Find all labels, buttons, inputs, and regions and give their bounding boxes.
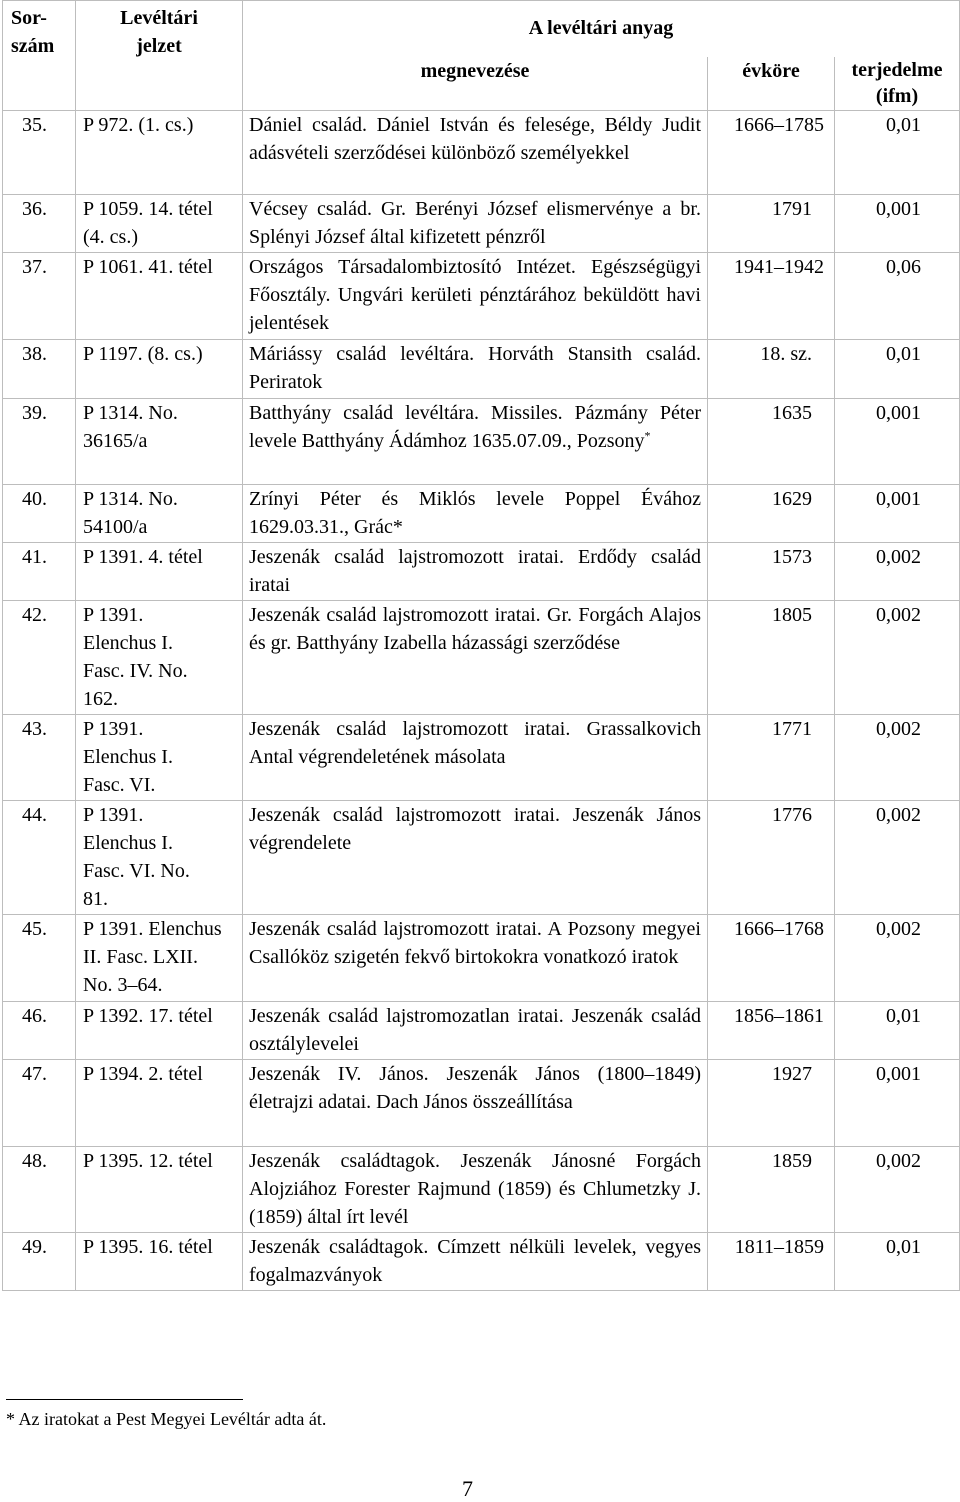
row-description: Jeszenák IV. János. Jeszenák János (1800–1849) életrajzi adatai. Dach János összeállítása	[243, 1060, 708, 1147]
table-row	[3, 1002, 960, 1060]
table-row	[3, 1147, 960, 1233]
header-megnevezese: megnevezése	[243, 57, 708, 111]
row-number: 49.	[3, 1233, 76, 1291]
row-jelzet: P 972. (1. cs.)	[76, 111, 243, 195]
row-description: Batthyány család levéltára. Missiles. Pázmány Péter levele Batthyány Ádámhoz 1635.07.09., Pozsony*	[243, 399, 708, 485]
table-row	[3, 195, 960, 253]
row-size: 0,002	[835, 915, 960, 1002]
footnote-marker: *	[392, 516, 403, 538]
row-number: 48.	[3, 1147, 76, 1233]
row-jelzet: P 1395. 16. tétel	[76, 1233, 243, 1291]
row-jelzet: P 1061. 41. tétel	[76, 253, 243, 340]
row-number: 41.	[3, 543, 76, 601]
row-size: 0,002	[835, 543, 960, 601]
row-size: 0,002	[835, 801, 960, 915]
row-years: 1859	[708, 1147, 835, 1233]
row-jelzet: P 1394. 2. tétel	[76, 1060, 243, 1147]
row-description: Jeszenák család lajstromozott iratai. Erdődy család iratai	[243, 543, 708, 601]
row-description: Jeszenák család lajstromozott iratai. Jeszenák János végrendelete	[243, 801, 708, 915]
row-description: Zrínyi Péter és Miklós levele Poppel Évához 1629.03.31., Grác*	[243, 485, 708, 543]
row-size: 0,01	[835, 111, 960, 195]
row-jelzet: P 1391. 4. tétel	[76, 543, 243, 601]
header-group-title: A levéltári anyag	[243, 1, 960, 57]
row-description: Jeszenák család lajstromozott iratai. Gr. Forgách Alajos és gr. Batthyány Izabella házassági szerződése	[243, 601, 708, 715]
table-row	[3, 399, 960, 485]
row-years: 1771	[708, 715, 835, 801]
row-number: 44.	[3, 801, 76, 915]
table-row	[3, 340, 960, 399]
row-size: 0,002	[835, 601, 960, 715]
table-header-row	[3, 1, 960, 57]
row-description: Jeszenák családtagok. Jeszenák Jánosné Forgách Alojziához Forester Rajmund (1859) és Chlumetzky J. (1859) által írt levél	[243, 1147, 708, 1233]
row-number: 43.	[3, 715, 76, 801]
archive-records-table	[2, 0, 960, 1291]
row-description: Jeszenák család lajstromozott iratai. A Pozsony megyei Csallóköz szigetén fekvő birtokokra vonatkozó iratok	[243, 915, 708, 1002]
row-jelzet: P 1391. Elenchus I. Fasc. VI. No. 81.	[76, 801, 243, 915]
footnote: * Az iratokat a Pest Megyei Levéltár adta át.	[6, 1409, 327, 1429]
table-row	[3, 801, 960, 915]
row-description: Jeszenák család lajstromozatlan iratai. Jeszenák család osztálylevelei	[243, 1002, 708, 1060]
row-size: 0,001	[835, 195, 960, 253]
table-row	[3, 715, 960, 801]
header-evkore: évköre	[708, 57, 835, 111]
row-years: 1776	[708, 801, 835, 915]
row-number: 36.	[3, 195, 76, 253]
row-jelzet: P 1391. Elenchus I. Fasc. IV. No. 162.	[76, 601, 243, 715]
row-jelzet: P 1391. Elenchus II. Fasc. LXII. No. 3–64.	[76, 915, 243, 1002]
row-years: 1856–1861	[708, 1002, 835, 1060]
row-number: 45.	[3, 915, 76, 1002]
row-jelzet: P 1395. 12. tétel	[76, 1147, 243, 1233]
row-description: Jeszenák család lajstromozott iratai. Grassalkovich Antal végrendeletének másolata	[243, 715, 708, 801]
row-years: 1791	[708, 195, 835, 253]
footnote-marker: *	[644, 428, 651, 443]
row-size: 0,01	[835, 340, 960, 399]
row-years: 1941–1942	[708, 253, 835, 340]
row-number: 35.	[3, 111, 76, 195]
row-number: 37.	[3, 253, 76, 340]
row-number: 39.	[3, 399, 76, 485]
table-row	[3, 543, 960, 601]
row-jelzet: P 1059. 14. tétel (4. cs.)	[76, 195, 243, 253]
row-years: 1635	[708, 399, 835, 485]
row-years: 1666–1768	[708, 915, 835, 1002]
row-years: 1666–1785	[708, 111, 835, 195]
row-years: 1927	[708, 1060, 835, 1147]
table-row	[3, 1233, 960, 1291]
table-row	[3, 601, 960, 715]
table-row	[3, 253, 960, 340]
row-size: 0,06	[835, 253, 960, 340]
header-jelzet: Levéltári jelzet	[76, 1, 243, 111]
row-size: 0,001	[835, 1060, 960, 1147]
row-description: Vécsey család. Gr. Berényi József elismervénye a br. Splényi József által kifizetett pénzről	[243, 195, 708, 253]
row-jelzet: P 1392. 17. tétel	[76, 1002, 243, 1060]
row-years: 1805	[708, 601, 835, 715]
row-jelzet: P 1197. (8. cs.)	[76, 340, 243, 399]
row-description: Máriássy család levéltára. Horváth Stansith család. Periratok	[243, 340, 708, 399]
table-row	[3, 1060, 960, 1147]
row-size: 0,001	[835, 485, 960, 543]
table-row	[3, 915, 960, 1002]
row-description: Jeszenák családtagok. Címzett nélküli levelek, vegyes fogalmazványok	[243, 1233, 708, 1291]
page-number: 7	[462, 1476, 473, 1501]
row-size: 0,01	[835, 1233, 960, 1291]
row-number: 38.	[3, 340, 76, 399]
row-size: 0,001	[835, 399, 960, 485]
row-years: 1811–1859	[708, 1233, 835, 1291]
row-years: 1573	[708, 543, 835, 601]
row-number: 40.	[3, 485, 76, 543]
row-size: 0,002	[835, 715, 960, 801]
row-number: 47.	[3, 1060, 76, 1147]
row-description: Dániel család. Dániel István és felesége, Béldy Judit adásvételi szerződései különböző személyekkel	[243, 111, 708, 195]
header-terjedelme: terjedelme (ifm)	[835, 57, 960, 111]
row-number: 46.	[3, 1002, 76, 1060]
row-years: 18. sz.	[708, 340, 835, 399]
row-size: 0,002	[835, 1147, 960, 1233]
table-row	[3, 111, 960, 195]
row-years: 1629	[708, 485, 835, 543]
row-jelzet: P 1314. No. 54100/a	[76, 485, 243, 543]
table-row	[3, 485, 960, 543]
row-description: Országos Társadalombiztosító Intézet. Egészségügyi Főosztály. Ungvári kerületi pénztárához beküldött havi jelentések	[243, 253, 708, 340]
footnote-divider	[6, 1399, 243, 1400]
row-jelzet: P 1391. Elenchus I. Fasc. VI.	[76, 715, 243, 801]
row-number: 42.	[3, 601, 76, 715]
row-size: 0,01	[835, 1002, 960, 1060]
row-jelzet: P 1314. No. 36165/a	[76, 399, 243, 485]
header-sorszam: Sor- szám	[3, 1, 76, 111]
